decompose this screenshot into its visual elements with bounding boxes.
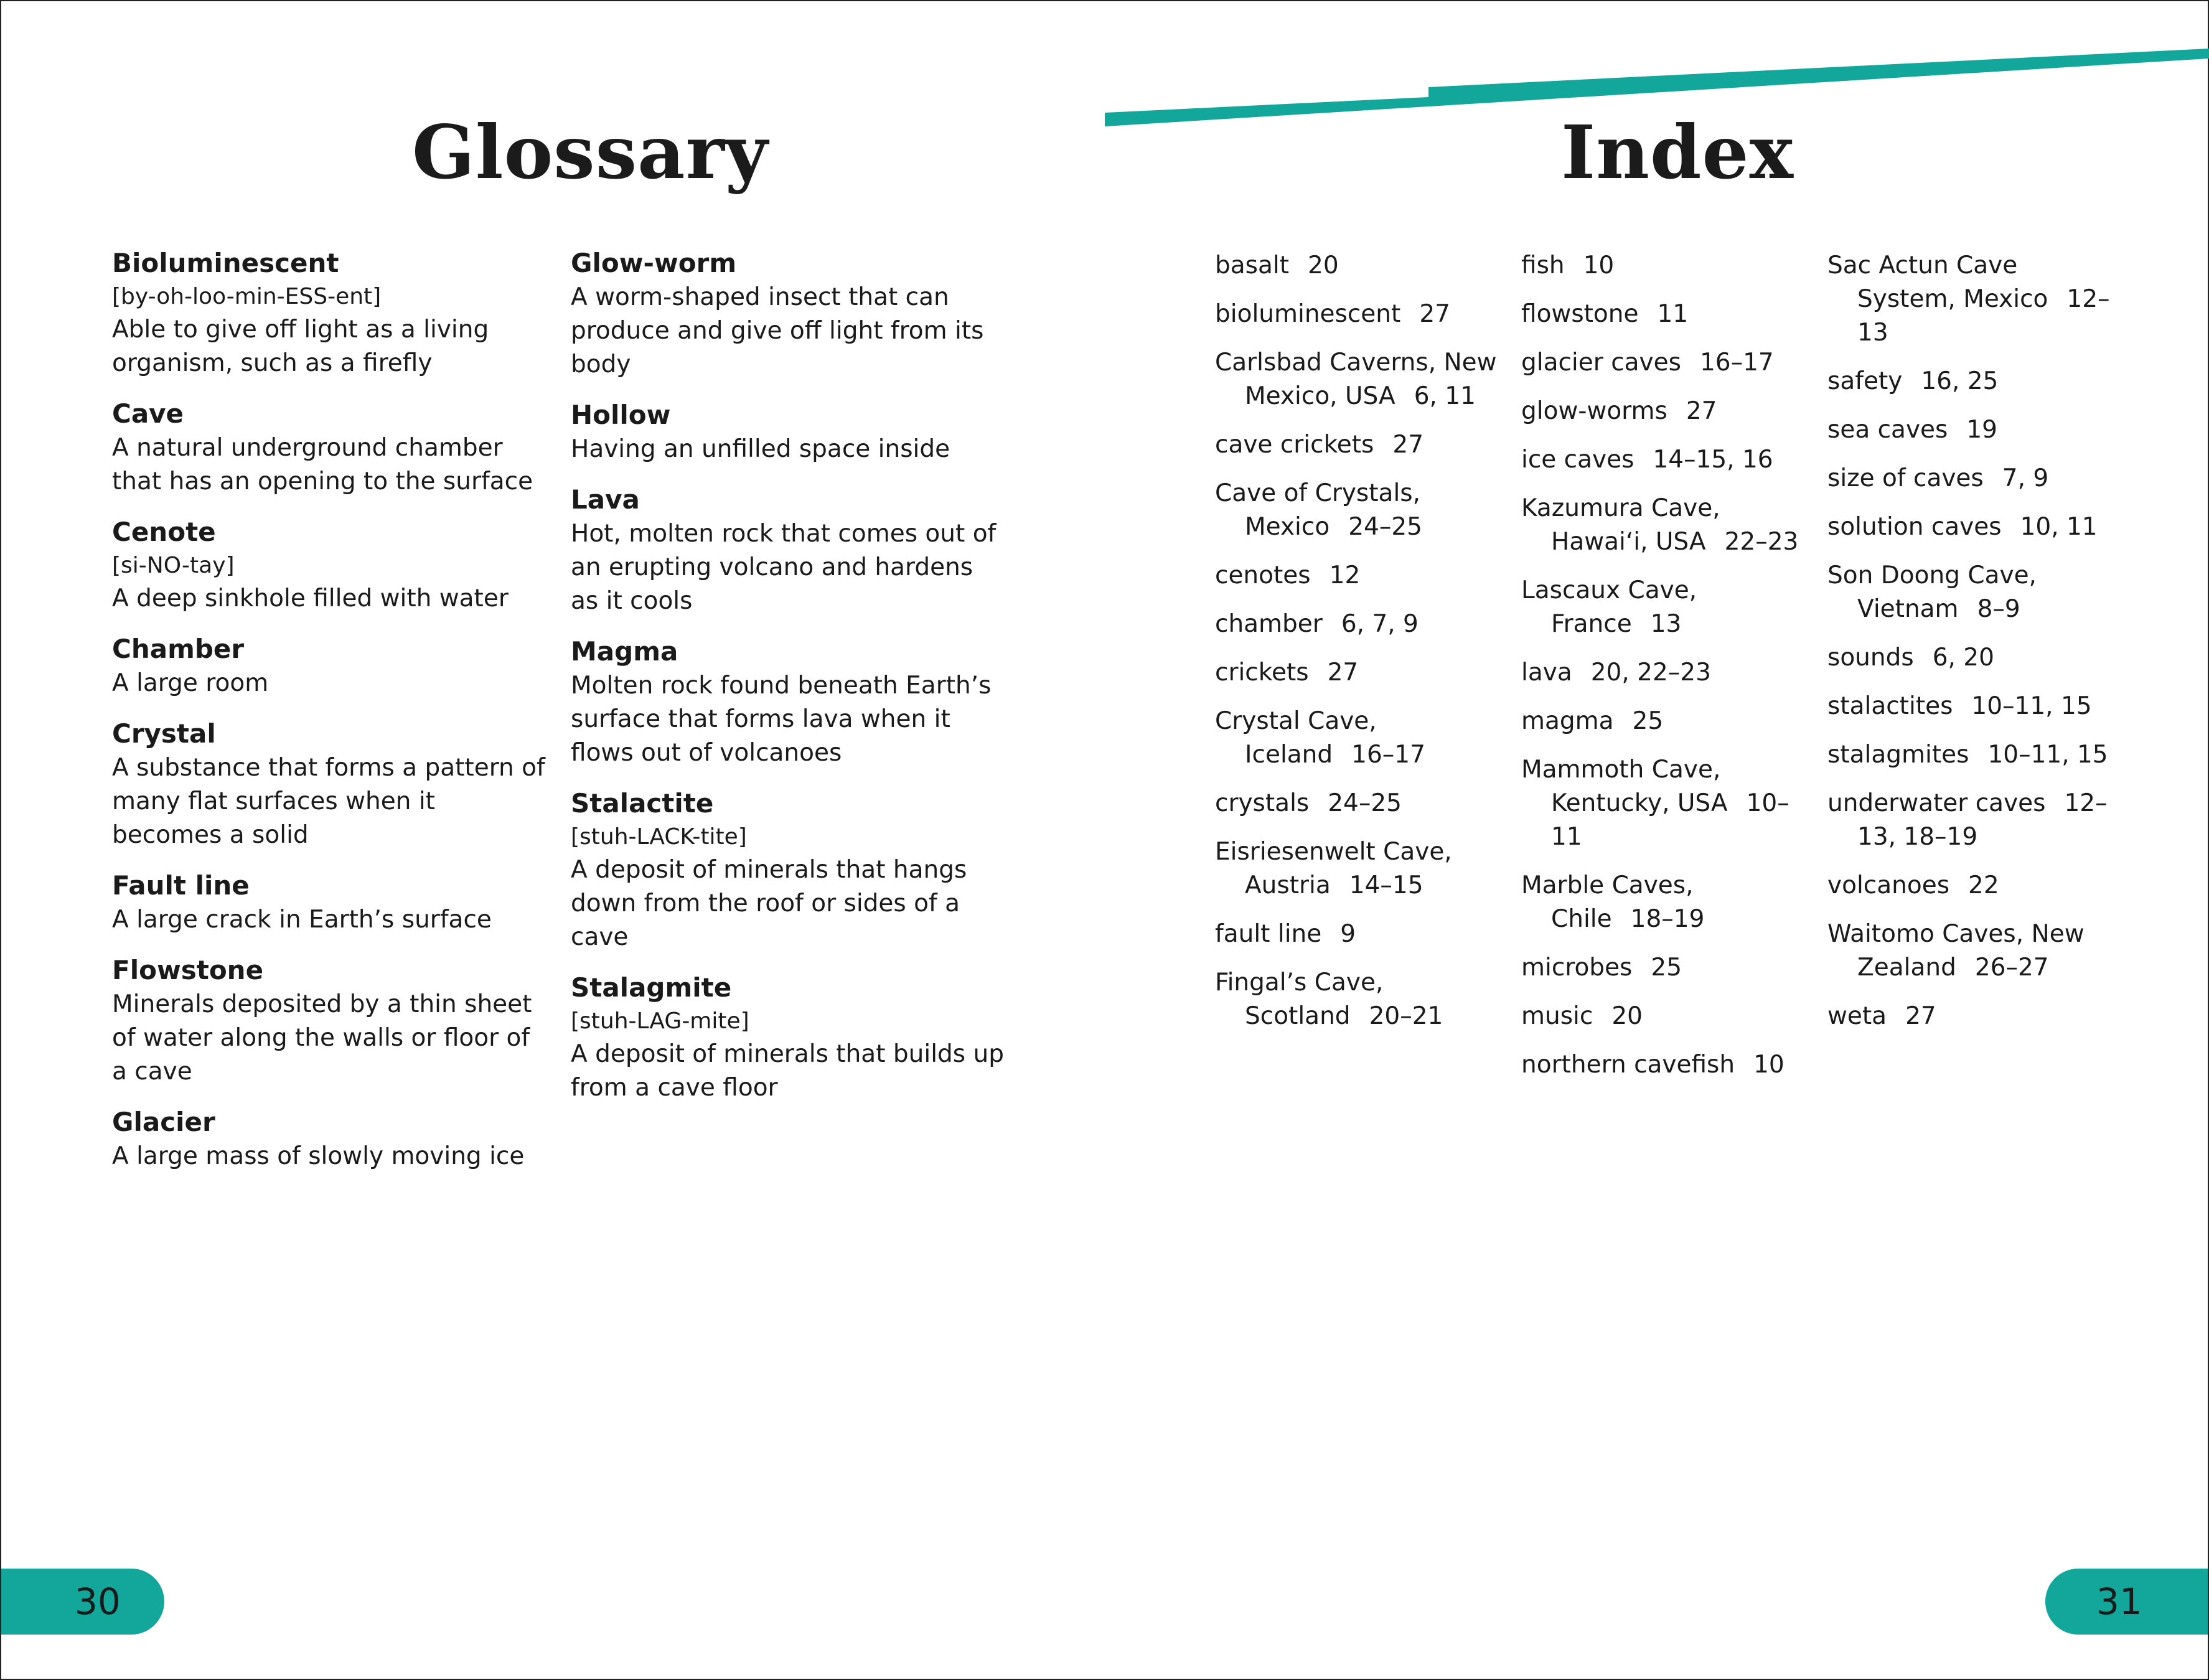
index-entry bbox=[1521, 395, 1814, 428]
index-entry bbox=[1521, 1000, 1814, 1033]
index-term: Kazumura Cave, Hawai‘i, USA bbox=[1521, 494, 1720, 556]
index-entry bbox=[1521, 249, 1814, 283]
index-pages: 22 bbox=[1968, 871, 1999, 899]
glossary-term: Hollow bbox=[571, 400, 671, 430]
index-term: glow-worms bbox=[1521, 397, 1667, 425]
index-term: stalactites bbox=[1827, 692, 1953, 720]
index-entry bbox=[1215, 966, 1508, 1033]
index-title: Index bbox=[1561, 109, 1794, 195]
glossary-term: Magma bbox=[571, 636, 678, 667]
glossary-definition: A large crack in Earth’s surface bbox=[112, 906, 492, 934]
index-term: Mammoth Cave, Kentucky, USA bbox=[1521, 756, 1728, 817]
index-term: Fingal’s Cave, Scotland bbox=[1215, 969, 1384, 1030]
glossary-column-1 bbox=[112, 246, 548, 1190]
index-column-2 bbox=[1521, 249, 1814, 1097]
index-pages: 13 bbox=[1650, 610, 1682, 638]
index-entry bbox=[1521, 443, 1814, 477]
glossary-definition: A substance that forms a pattern of many flat surfaces when it becomes a solid bbox=[112, 754, 545, 849]
index-pages: 7, 9 bbox=[2002, 464, 2049, 492]
index-entry bbox=[1827, 413, 2120, 447]
index-pages: 20–21 bbox=[1369, 1002, 1443, 1030]
index-pages: 6, 7, 9 bbox=[1341, 610, 1419, 638]
index-term: Crystal Cave, Iceland bbox=[1215, 707, 1377, 769]
index-pages: 16, 25 bbox=[1921, 367, 1999, 395]
index-pages: 12–13, 18–19 bbox=[1857, 789, 2108, 851]
glossary-definition: Molten rock found beneath Earth’s surface that forms lava when it flows out of volcanoes bbox=[571, 672, 992, 767]
index-term: Carlsbad Caverns, New Mexico, USA bbox=[1215, 349, 1497, 410]
index-pages: 10 bbox=[1753, 1051, 1785, 1079]
index-entry bbox=[1521, 753, 1814, 854]
index-term: fish bbox=[1521, 251, 1565, 279]
index-pages: 12–13 bbox=[1857, 285, 2110, 347]
index-entry bbox=[1827, 738, 2120, 772]
index-term: solution caves bbox=[1827, 513, 2002, 541]
glossary-definition: Having an unfilled space inside bbox=[571, 435, 950, 463]
glossary-term: Cave bbox=[112, 398, 184, 429]
index-pages: 27 bbox=[1392, 431, 1424, 459]
glossary-term: Stalagmite bbox=[571, 972, 732, 1003]
index-term: crystals bbox=[1215, 789, 1310, 817]
index-pages: 20 bbox=[1308, 251, 1339, 279]
index-entry bbox=[1521, 346, 1814, 380]
glossary-pronunciation: [stuh-LACK-tite] bbox=[571, 824, 747, 850]
index-term: lava bbox=[1521, 659, 1572, 687]
index-pages: 27 bbox=[1327, 659, 1359, 687]
index-pages: 12 bbox=[1329, 561, 1361, 589]
index-entry bbox=[1827, 462, 2120, 495]
index-entry bbox=[1215, 705, 1508, 772]
index-term: bioluminescent bbox=[1215, 300, 1401, 328]
index-pages: 10–11 bbox=[1551, 789, 1789, 851]
index-entry bbox=[1521, 705, 1814, 738]
index-entry bbox=[1215, 428, 1508, 462]
index-entry bbox=[1827, 869, 2120, 903]
index-pages: 20 bbox=[1611, 1002, 1643, 1030]
index-term: size of caves bbox=[1827, 464, 1984, 492]
index-term: Lascaux Cave, France bbox=[1521, 576, 1697, 638]
index-term: microbes bbox=[1521, 954, 1633, 982]
glossary-entry bbox=[112, 868, 548, 937]
glossary-definition: A large mass of slowly moving ice bbox=[112, 1142, 525, 1170]
glossary-term: Stalactite bbox=[571, 788, 714, 819]
index-pages: 24–25 bbox=[1328, 789, 1402, 817]
index-term: Eisriesenwelt Cave, Austria bbox=[1215, 838, 1452, 899]
index-term: fault line bbox=[1215, 920, 1322, 948]
index-entry bbox=[1215, 608, 1508, 641]
index-pages: 16–17 bbox=[1351, 741, 1425, 769]
index-entry bbox=[1827, 690, 2120, 723]
index-pages: 22–23 bbox=[1724, 528, 1799, 556]
glossary-entry bbox=[112, 716, 548, 852]
glossary-column-2 bbox=[571, 246, 1006, 1121]
index-column-1 bbox=[1215, 249, 1508, 1048]
glossary-definition: A deposit of minerals that builds up from a cave floor bbox=[571, 1040, 1004, 1102]
index-entry bbox=[1827, 249, 2120, 350]
index-term: ice caves bbox=[1521, 446, 1634, 474]
index-entry bbox=[1215, 559, 1508, 593]
index-entry bbox=[1827, 641, 2120, 675]
glossary-term: Fault line bbox=[112, 870, 250, 901]
index-term: safety bbox=[1827, 367, 1903, 395]
glossary-definition: Able to give off light as a living organism, such as a firefly bbox=[112, 316, 489, 377]
index-term: cave crickets bbox=[1215, 431, 1374, 459]
index-entry bbox=[1521, 656, 1814, 690]
glossary-pronunciation: [by-oh-loo-min-ESS-ent] bbox=[112, 284, 382, 309]
index-term: stalagmites bbox=[1827, 741, 1969, 769]
index-pages: 27 bbox=[1905, 1002, 1936, 1030]
index-entry bbox=[1521, 1048, 1814, 1082]
glossary-entry bbox=[112, 1105, 548, 1173]
glossary-entry bbox=[571, 970, 1006, 1105]
index-pages: 10, 11 bbox=[2020, 513, 2098, 541]
glossary-definition: A large room bbox=[112, 669, 269, 697]
index-entry bbox=[1521, 492, 1814, 559]
index-pages: 9 bbox=[1340, 920, 1356, 948]
index-entry bbox=[1215, 477, 1508, 544]
glossary-entry bbox=[571, 634, 1006, 770]
index-term: sounds bbox=[1827, 644, 1914, 672]
glossary-definition: A deep sinkhole filled with water bbox=[112, 584, 509, 612]
index-pages: 6, 11 bbox=[1414, 382, 1476, 410]
index-term: cenotes bbox=[1215, 561, 1311, 589]
index-term: northern cavefish bbox=[1521, 1051, 1735, 1079]
page-number-right: 31 bbox=[2096, 1580, 2142, 1623]
index-entry bbox=[1215, 835, 1508, 903]
index-pages: 11 bbox=[1657, 300, 1689, 328]
index-pages: 25 bbox=[1632, 707, 1664, 735]
index-pages: 10 bbox=[1583, 251, 1615, 279]
index-pages: 10–11, 15 bbox=[1987, 741, 2108, 769]
index-column-3 bbox=[1827, 249, 2120, 1048]
glossary-definition: Hot, molten rock that comes out of an erupting volcano and hardens as it cools bbox=[571, 520, 997, 615]
index-pages: 10–11, 15 bbox=[1971, 692, 2092, 720]
index-entry bbox=[1827, 917, 2120, 985]
index-pages: 6, 20 bbox=[1932, 644, 1994, 672]
index-pages: 8–9 bbox=[1977, 595, 2020, 623]
glossary-definition: A worm-shaped insect that can produce and give off light from its body bbox=[571, 283, 984, 378]
glossary-entry bbox=[112, 632, 548, 700]
index-entry bbox=[1827, 510, 2120, 544]
index-term: magma bbox=[1521, 707, 1614, 735]
index-pages: 14–15, 16 bbox=[1653, 446, 1773, 474]
accent-stripe bbox=[0, 0, 2209, 137]
index-term: crickets bbox=[1215, 659, 1309, 687]
index-entry bbox=[1827, 787, 2120, 854]
glossary-title: Glossary bbox=[412, 109, 769, 195]
glossary-term: Crystal bbox=[112, 718, 216, 749]
glossary-term: Bioluminescent bbox=[112, 248, 339, 278]
glossary-definition: A natural underground chamber that has an opening to the surface bbox=[112, 434, 533, 495]
glossary-entry bbox=[112, 953, 548, 1089]
page-number-left: 30 bbox=[75, 1580, 121, 1623]
index-term: glacier caves bbox=[1521, 349, 1681, 377]
index-entry bbox=[1215, 787, 1508, 820]
index-pages: 16–17 bbox=[1699, 349, 1774, 377]
index-term: weta bbox=[1827, 1002, 1887, 1030]
glossary-term: Glow-worm bbox=[571, 248, 737, 278]
index-entry bbox=[1827, 365, 2120, 398]
index-pages: 18–19 bbox=[1630, 905, 1705, 933]
glossary-entry bbox=[112, 397, 548, 499]
index-term: music bbox=[1521, 1002, 1593, 1030]
index-entry bbox=[1215, 249, 1508, 283]
index-pages: 27 bbox=[1686, 397, 1717, 425]
glossary-entry bbox=[571, 246, 1006, 382]
index-term: Cave of Crystals, Mexico bbox=[1215, 479, 1420, 541]
glossary-definition: A deposit of minerals that hangs down from the roof or sides of a cave bbox=[571, 856, 967, 951]
glossary-definition: Minerals deposited by a thin sheet of water along the walls or floor of a cave bbox=[112, 990, 532, 1086]
index-term: underwater caves bbox=[1827, 789, 2046, 817]
glossary-entry bbox=[571, 398, 1006, 466]
glossary-term: Glacier bbox=[112, 1107, 215, 1137]
glossary-pronunciation: [si-NO-tay] bbox=[112, 553, 235, 578]
glossary-term: Flowstone bbox=[112, 955, 264, 985]
index-entry bbox=[1521, 298, 1814, 331]
index-pages: 19 bbox=[1966, 416, 1997, 444]
index-term: Sac Actun Cave System, Mexico bbox=[1827, 251, 2048, 313]
index-pages: 14–15 bbox=[1349, 871, 1423, 899]
index-entry bbox=[1215, 298, 1508, 331]
glossary-entry bbox=[571, 482, 1006, 618]
index-entry bbox=[1827, 559, 2120, 626]
glossary-pronunciation: [stuh-LAG-mite] bbox=[571, 1008, 749, 1034]
index-term: basalt bbox=[1215, 251, 1289, 279]
glossary-entry bbox=[112, 515, 548, 616]
index-entry bbox=[1215, 917, 1508, 951]
index-pages: 26–27 bbox=[1974, 954, 2049, 982]
index-term: Waitomo Caves, New Zealand bbox=[1827, 920, 2085, 982]
index-pages: 25 bbox=[1651, 954, 1682, 982]
index-pages: 24–25 bbox=[1348, 513, 1422, 541]
index-pages: 27 bbox=[1419, 300, 1450, 328]
index-term: Son Doong Cave, Vietnam bbox=[1827, 561, 2037, 623]
index-entry bbox=[1521, 951, 1814, 985]
index-entry bbox=[1215, 656, 1508, 690]
index-term: volcanoes bbox=[1827, 871, 1950, 899]
index-entry bbox=[1521, 869, 1814, 936]
glossary-term: Chamber bbox=[112, 634, 245, 664]
index-entry bbox=[1827, 1000, 2120, 1033]
page-number-tab-right bbox=[2045, 1569, 2208, 1635]
index-term: sea caves bbox=[1827, 416, 1948, 444]
page-number-tab-left bbox=[1, 1569, 164, 1635]
index-term: flowstone bbox=[1521, 300, 1639, 328]
index-term: chamber bbox=[1215, 610, 1323, 638]
glossary-entry bbox=[571, 786, 1006, 954]
index-entry bbox=[1521, 574, 1814, 641]
index-pages: 20, 22–23 bbox=[1590, 659, 1711, 687]
glossary-entry bbox=[112, 246, 548, 380]
index-term: Marble Caves, Chile bbox=[1521, 871, 1694, 933]
glossary-term: Lava bbox=[571, 484, 640, 515]
glossary-term: Cenote bbox=[112, 517, 216, 547]
index-entry bbox=[1215, 346, 1508, 413]
